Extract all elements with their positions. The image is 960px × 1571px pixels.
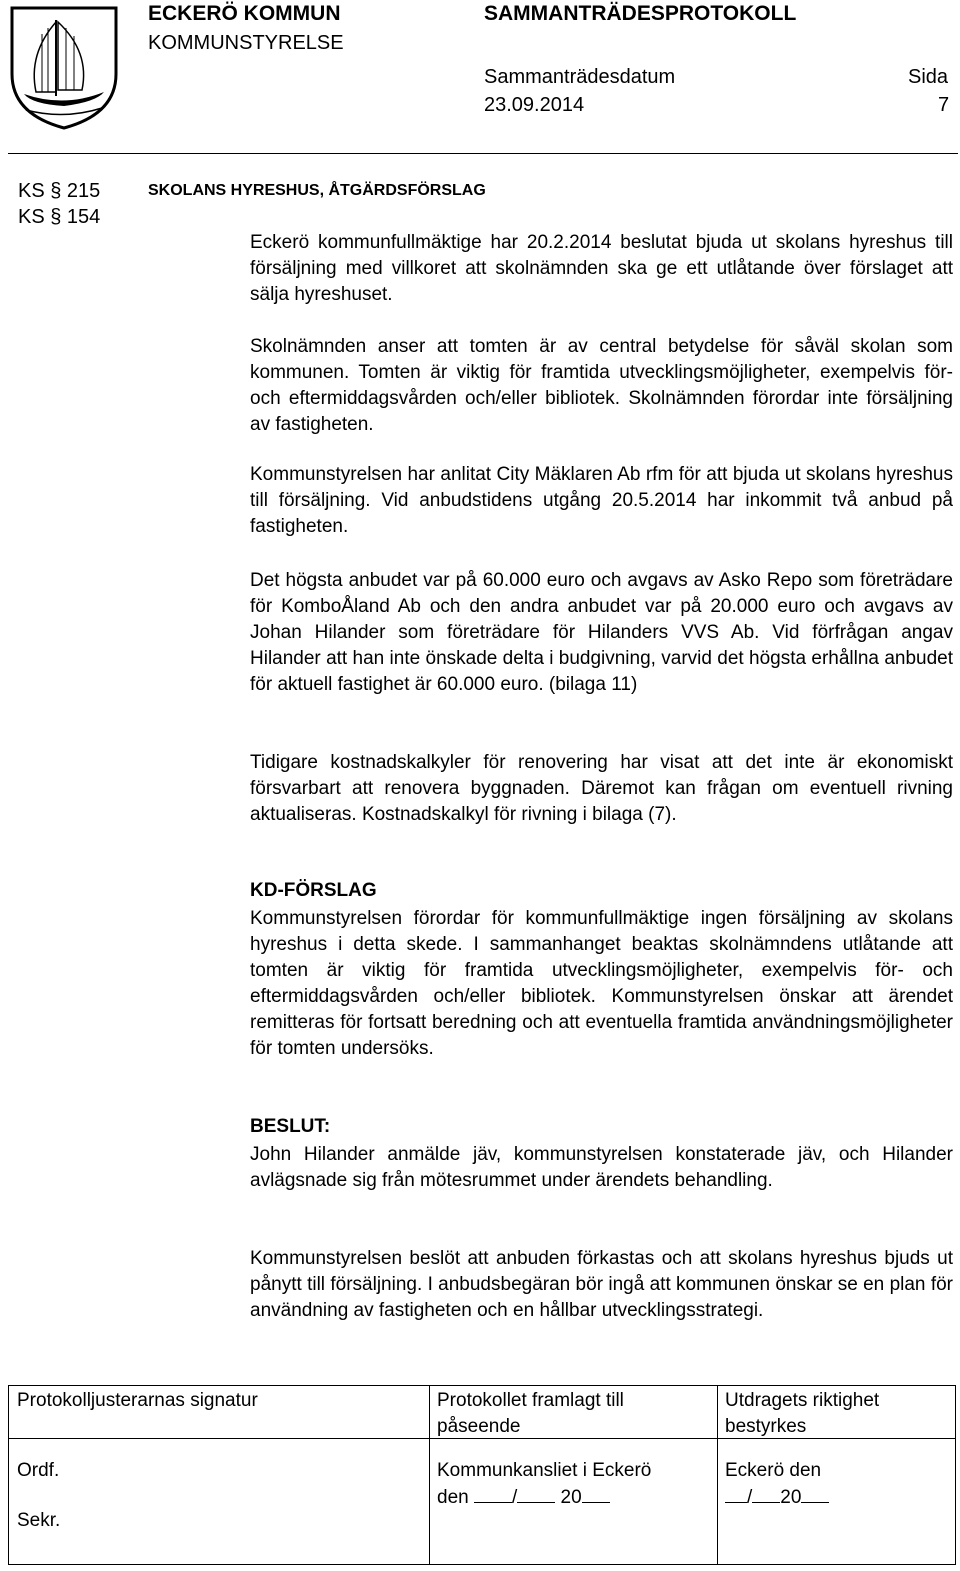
cert-day-blank[interactable] [725,1484,747,1503]
proposal-text: Kommunstyrelsen förordar för kommunfullmäktige ingen försäljning av skolans hyreshus i detta skede. I sammanhanget beaktas skolnämndens utlåtande att tomten är viktig för framtida utvecklingsmöjligheter, exempelvis för- och eftermiddagsvården och/eller bibliotek. Kommunstyrelsen önskar att ärendet remitteras för fortsatt beredning och att eventuella framtida användningsmöjligheter för tomten undersöks. [250,908,953,1059]
municipal-crest [6,4,122,132]
page-number: 7 [938,94,950,116]
decision-paragraph-2: Kommunstyrelsen beslöt att anbuden förkastas och att skolans hyreshus bjuds ut pånytt till försäljning. I anbudsbegäran bör ingå att kommunen önskar se en plan för användning av fastigheten och en hållbar utvecklingsstrategi. [250,1248,953,1321]
header-rule [8,153,958,154]
cert-year-prefix: 20 [780,1487,802,1508]
chair-label: Ordf. [17,1460,60,1481]
section-ref-154: KS § 154 [18,206,101,228]
den-label: den [437,1487,469,1508]
year-blank[interactable] [582,1484,610,1503]
table-divider-2 [717,1386,718,1564]
cert-month-blank[interactable] [752,1484,780,1503]
meeting-date: 23.09.2014 [484,94,585,116]
certification-place: Eckerö den [725,1460,822,1481]
meeting-date-label: Sammanträdesdatum [484,66,676,88]
committee-name: KOMMUNSTYRELSE [148,32,344,54]
municipality-name: ECKERÖ KOMMUN [148,2,341,25]
paragraph-1: Eckerö kommunfullmäktige har 20.2.2014 beslutat bjuda ut skolans hyreshus till försäljning med villkoret att skolnämnden ska ge ett utlåtande över förslaget att sälja hyreshuset. [250,232,953,305]
year-prefix: 20 [560,1487,582,1508]
cert-year-blank[interactable] [801,1484,829,1503]
section-title: SKOLANS HYRESHUS, ÅTGÄRDSFÖRSLAG [148,182,486,199]
office-name: Kommunkansliet i Eckerö [437,1460,652,1481]
page-label: Sida [908,66,949,88]
decision-heading: BESLUT: [250,1116,331,1137]
month-blank[interactable] [517,1484,555,1503]
signature-header: Protokolljusterarnas signatur [17,1390,258,1411]
proposal-heading: KD-FÖRSLAG [250,880,377,901]
signature-table [8,1385,956,1565]
table-divider-1 [429,1386,430,1564]
certification-date-line [725,1484,829,1511]
day-blank[interactable] [474,1484,512,1503]
secretary-label: Sekr. [17,1510,61,1531]
posting-date-line [437,1484,610,1511]
decision-paragraph-1: John Hilander anmälde jäv, kommunstyrelsen konstaterade jäv, och Hilander avlägsnade sig från mötesrummet under ärendets behandling. [250,1144,953,1191]
paragraph-3: Kommunstyrelsen har anlitat City Mäklaren Ab rfm för att bjuda ut skolans hyreshus till försäljning. Vid anbudstidens utgång 20.5.2014 har inkommit två anbud på fastigheten. [250,464,953,537]
paragraph-4: Det högsta anbudet var på 60.000 euro och avgavs av Asko Repo som företrädare för KomboÅland Ab och den andra anbudet var på 20.000 euro och avgavs av Johan Hilander som företrädare för Hilanders VVS Ab. Vid förfrågan angav Hilander att han inte önskade delta i budgivning, varvid det högsta erhållna anbudet för aktuell fastighet är 60.000 euro. (bilaga 11) [250,570,953,695]
date-slash: / [511,1487,518,1508]
paragraph-2: Skolnämnden anser att tomten är av central betydelse för såväl skolan som kommunen. Tomten är viktig för framtida utvecklingsmöjligheter, exempelvis för- och eftermiddagsvården och/eller bibliotek. Skolnämnden förordar inte försäljning av fastigheten. [250,336,953,435]
document-type: SAMMANTRÄDESPROTOKOLL [484,2,797,25]
certification-header: Utdragets riktighet bestyrkes [725,1390,880,1437]
posting-header: Protokollet framlagt till påseende [437,1390,624,1437]
cert-date-slash: / [747,1487,753,1508]
paragraph-5: Tidigare kostnadskalkyler för renovering har visat att det inte är ekonomiskt försvarbart att renovera byggnaden. Däremot kan frågan om eventuell rivning aktualiseras. Kostnadskalkyl för rivning i bilaga (7). [250,752,953,825]
section-ref-215: KS § 215 [18,180,101,202]
